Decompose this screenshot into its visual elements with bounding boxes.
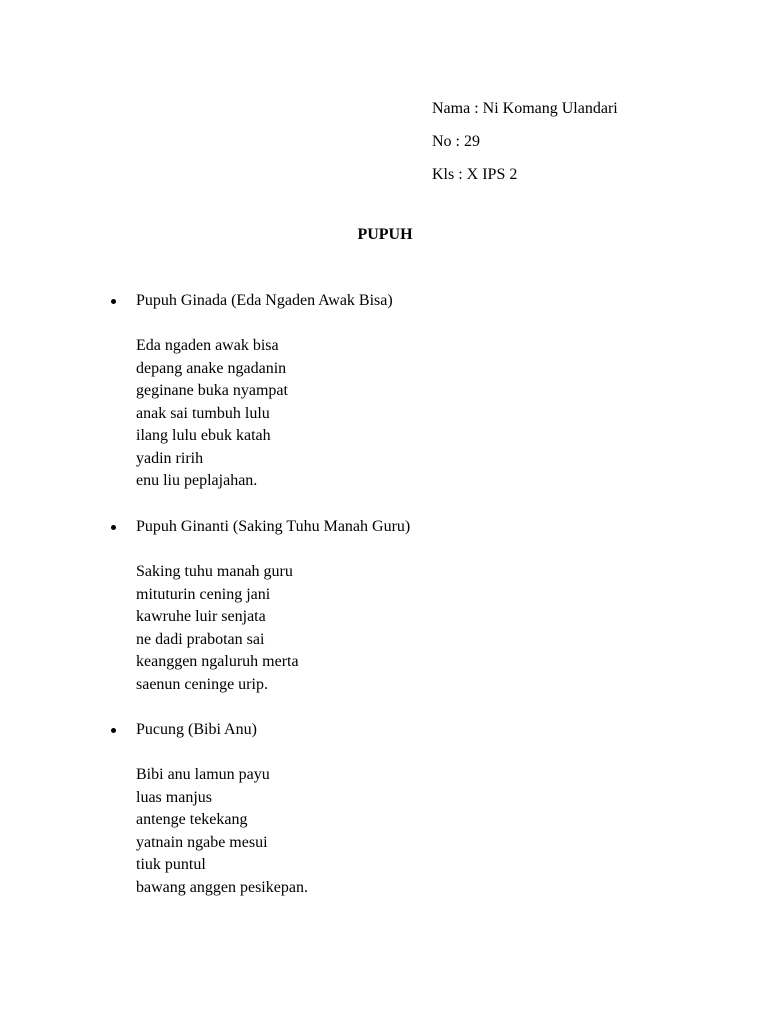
verse-line: anak sai tumbuh lulu: [136, 404, 270, 422]
bullet-icon: [111, 299, 116, 304]
verse-line: Saking tuhu manah guru: [136, 563, 293, 580]
bullet-icon: [111, 728, 116, 733]
verse: [108, 561, 410, 696]
verse: [108, 335, 393, 493]
verse-line: saenun ceninge urip.: [136, 675, 268, 693]
section-heading-text: Pupuh Ginanti (Saking Tuhu Manah Guru): [136, 518, 411, 535]
student-number: No : 29: [432, 133, 480, 150]
verse-line: mituturin cening jani: [136, 585, 271, 603]
verse-line: yadin ririh: [136, 449, 204, 467]
pupuh-section-ginada: [108, 290, 393, 493]
section-heading: [108, 719, 308, 741]
verse-line: luas manjus: [136, 788, 212, 806]
verse-line: keanggen ngaluruh merta: [136, 653, 299, 670]
verse: [108, 764, 308, 899]
student-name: Nama : Ni Komang Ulandari: [432, 100, 618, 117]
bullet-icon: [111, 525, 116, 530]
pupuh-section-ginanti: [108, 516, 410, 696]
verse-line: Eda ngaden awak bisa: [136, 337, 279, 354]
section-heading: [108, 290, 393, 312]
verse-line: yatnain ngabe mesui: [136, 833, 268, 851]
student-class: Kls : X IPS 2: [432, 166, 518, 183]
verse-line: antenge tekekang: [136, 811, 248, 828]
verse-line: ilang lulu ebuk katah: [136, 427, 271, 444]
verse-line: kawruhe luir senjata: [136, 608, 266, 625]
document-title: PUPUH: [357, 226, 413, 243]
verse-line: bawang anggen pesikepan.: [136, 878, 308, 896]
verse-line: Bibi anu lamun payu: [136, 766, 270, 783]
verse-line: tiuk puntul: [136, 856, 206, 873]
verse-line: depang anake ngadanin: [136, 359, 287, 377]
section-heading-text: Pupuh Ginada (Eda Ngaden Awak Bisa): [136, 292, 393, 309]
section-heading-text: Pucung (Bibi Anu): [136, 721, 257, 738]
pupuh-section-pucung: [108, 719, 308, 899]
verse-line: enu liu peplajahan.: [136, 472, 258, 489]
section-heading: [108, 516, 410, 538]
verse-line: geginane buka nyampat: [136, 382, 288, 399]
verse-line: ne dadi prabotan sai: [136, 630, 265, 648]
student-info: [432, 92, 618, 191]
